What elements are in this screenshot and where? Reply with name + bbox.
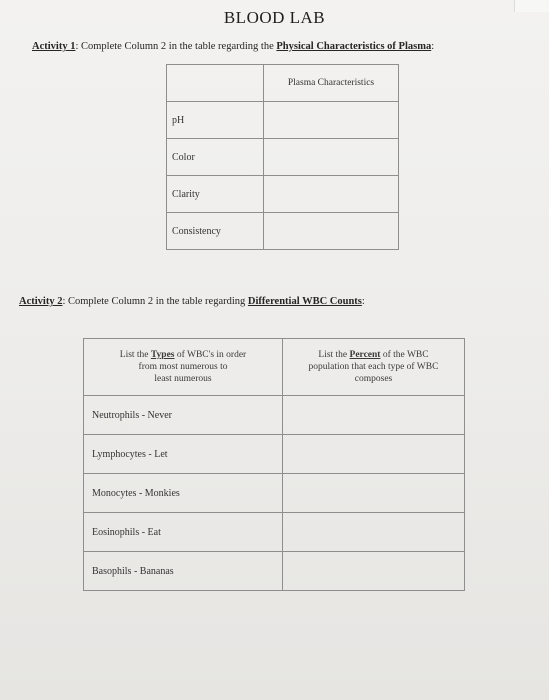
table-row — [84, 513, 465, 552]
plasma-characteristics-header: Plasma Characteristics — [264, 65, 399, 102]
table-row — [84, 474, 465, 513]
row-label: Consistency — [167, 213, 264, 250]
table-row — [84, 396, 465, 435]
wbc-types-header: List the Types of WBC's in order from most numerous to least numerous — [84, 339, 283, 396]
activity-2-label: Activity 2 — [19, 296, 63, 307]
answer-cell[interactable] — [283, 552, 465, 591]
row-label: Eosinophils - Eat — [84, 513, 283, 552]
answer-cell[interactable] — [264, 176, 399, 213]
table-row — [167, 139, 399, 176]
row-label: Basophils - Bananas — [84, 552, 283, 591]
page-title: BLOOD LAB — [223, 8, 326, 27]
activity-2-emphasis: Differential WBC Counts — [247, 296, 362, 307]
table-header-row — [84, 339, 465, 396]
wbc-percent-header: List the Percent of the WBC population that each type of WBC composes — [283, 339, 465, 396]
row-label: pH — [167, 102, 264, 139]
activity-1-label: Activity 1 — [32, 41, 76, 52]
answer-cell[interactable] — [283, 396, 465, 435]
activity-1-emphasis: Physical Characteristics of Plasma — [276, 41, 432, 52]
wbc-counts-table — [83, 338, 465, 591]
answer-cell[interactable] — [264, 102, 399, 139]
answer-cell[interactable] — [283, 474, 465, 513]
row-label: Color — [167, 139, 264, 176]
table-row — [167, 102, 399, 139]
answer-cell[interactable] — [264, 213, 399, 250]
activity-1-instruction: Activity 1: Complete Column 2 in the table regarding the Physical Characteristics of Plasma: — [32, 41, 435, 52]
table-row — [84, 435, 465, 474]
table-header-row — [167, 65, 399, 102]
activity-2-instruction: Activity 2: Complete Column 2 in the table regarding Differential WBC Counts: — [19, 296, 365, 307]
answer-cell[interactable] — [264, 139, 399, 176]
table-row — [167, 176, 399, 213]
header-blank-cell — [167, 65, 264, 102]
answer-cell[interactable] — [283, 513, 465, 552]
plasma-characteristics-table — [166, 64, 399, 250]
table-row — [167, 213, 399, 250]
row-label: Lymphocytes - Let — [84, 435, 283, 474]
row-label: Monocytes - Monkies — [84, 474, 283, 513]
row-label: Neutrophils - Never — [84, 396, 283, 435]
table-row — [84, 552, 465, 591]
row-label: Clarity — [167, 176, 264, 213]
answer-cell[interactable] — [283, 435, 465, 474]
